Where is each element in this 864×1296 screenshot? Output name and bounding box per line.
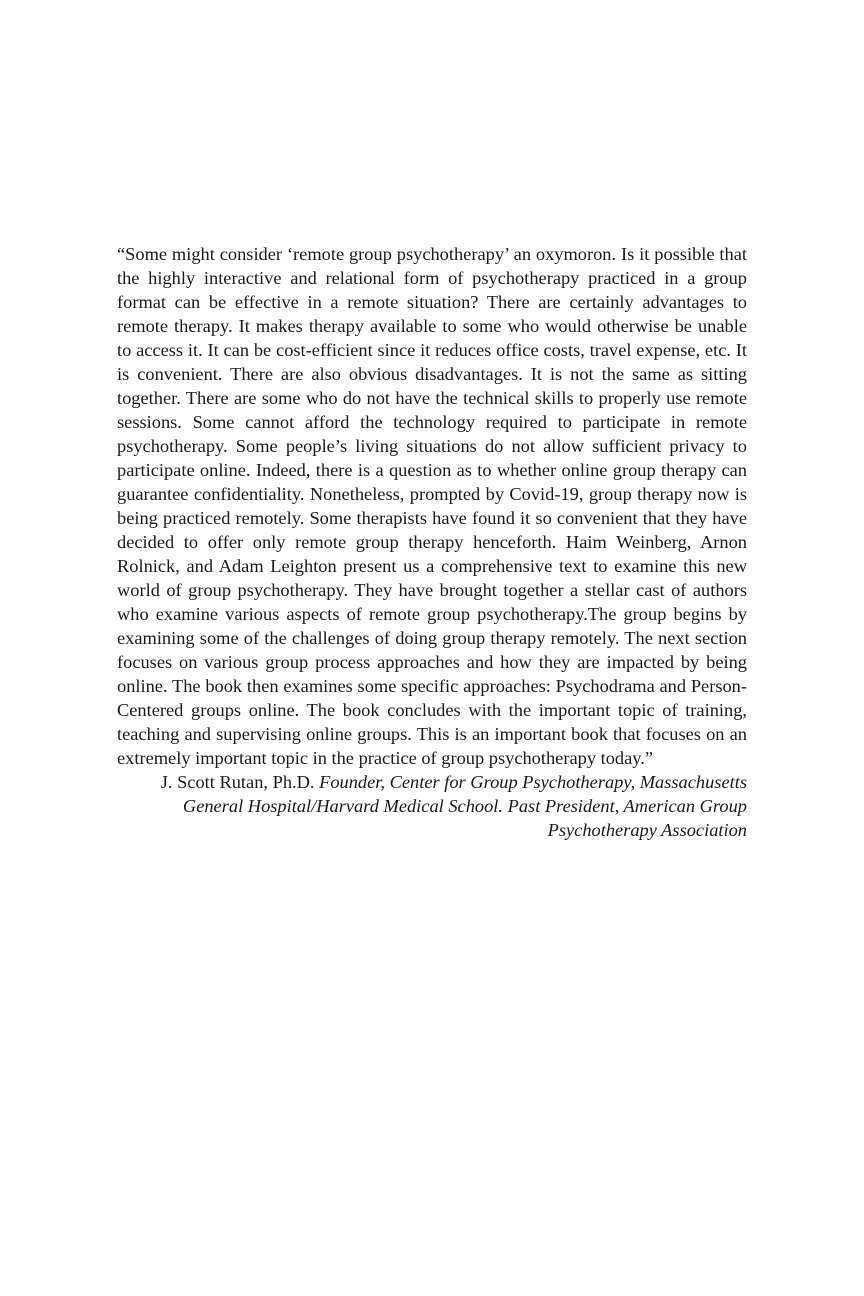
author-name: J. Scott Rutan, Ph.D. xyxy=(160,772,315,792)
endorsement-quote: “Some might consider ‘remote group psychotherapy’ an oxymoron. Is it possible that the highly interactive and relational form of psychotherapy practiced in a group format can be effective in a remote situation? There are certainly advantages to remote therapy. It makes therapy available to some who would otherwise be unable to access it. It can be cost-efficient since it reduces office costs, travel expense, etc. It is convenient. There are also obvious disadvantages. It is not the same as sitting together. There are some who do not have the technical skills to properly use remote sessions. Some cannot afford the technology required to participate in remote psychotherapy. Some people’s living situations do not allow sufficient privacy to participate online. Indeed, there is a question as to whether online group therapy can guarantee confidentiality. Nonetheless, prompted by Covid-19, group therapy now is being practiced remotely. Some therapists have found it so convenient that they have decided to offer only remote group therapy henceforth. Haim Weinberg, Arnon Rolnick, and Adam Leighton present us a comprehensive text to examine this new world of group psychotherapy. They have brought together a stellar cast of authors who examine various aspects of remote group psychotherapy.The group begins by examining some of the challenges of doing group therapy remotely. The next section focuses on various group process approaches and how they are impacted by being online. The book then examines some specific approaches: Psychodrama and Person-Centered groups online. The book concludes with the important topic of training, teaching and supervising online groups. This is an important book that focuses on an extremely important topic in the practice of group psychotherapy today.” xyxy=(117,244,747,768)
endorsement-attribution xyxy=(117,770,747,842)
endorsement-block xyxy=(117,242,747,842)
author-role: Founder, Center for Group Psychotherapy, Massachusetts General Hospital/Harvard Medical School. Past President, American Group Psychotherapy Association xyxy=(182,772,747,840)
